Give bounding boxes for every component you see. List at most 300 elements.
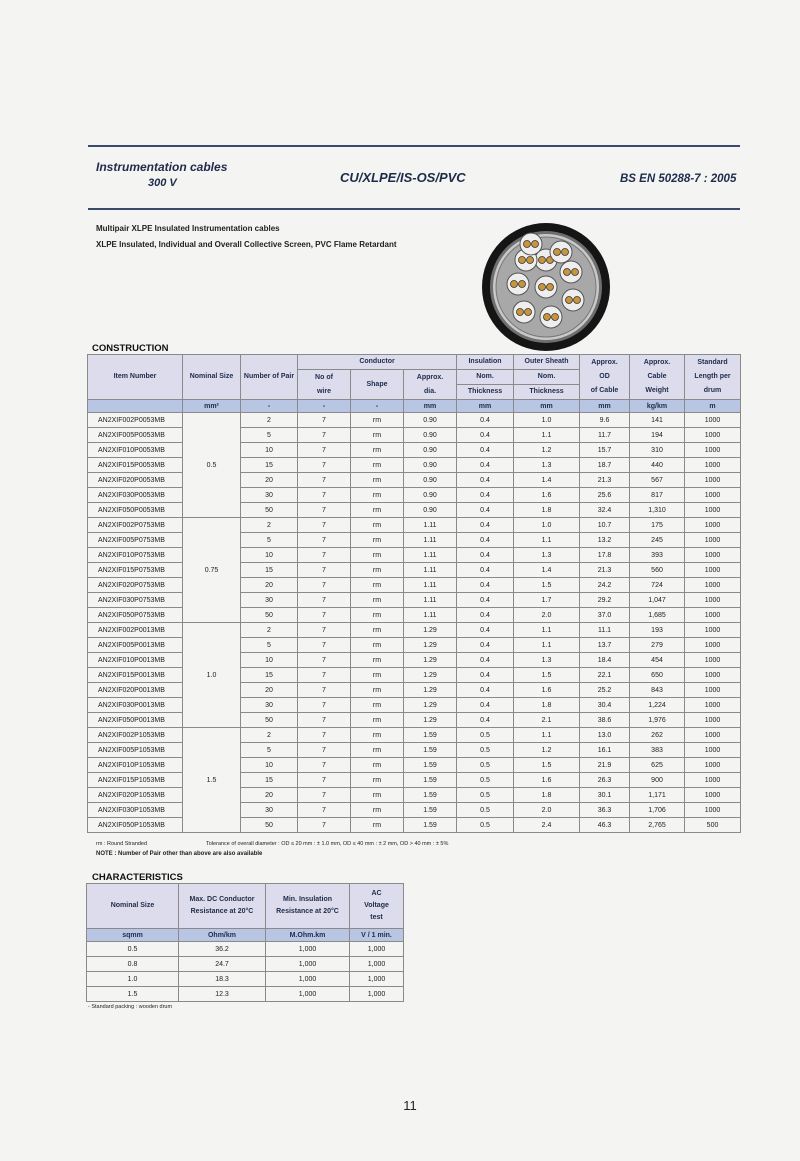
table-cell: 0.4: [457, 458, 514, 473]
table-cell: 20: [241, 683, 298, 698]
chr-units-row: [87, 929, 404, 942]
table-cell: 567: [630, 473, 685, 488]
table-cell: 7: [298, 788, 351, 803]
table-cell: 1.59: [404, 758, 457, 773]
item-number-cell: AN2XIF050P0053MB: [88, 503, 183, 518]
col-approx-dia: Approx. dia.: [404, 370, 457, 400]
table-cell: 1,171: [630, 788, 685, 803]
construction-table: [87, 354, 741, 833]
table-cell: 310: [630, 443, 685, 458]
table-cell: 1.11: [404, 533, 457, 548]
table-cell: rm: [351, 443, 404, 458]
table-cell: 7: [298, 623, 351, 638]
table-cell: rm: [351, 653, 404, 668]
table-cell: 7: [298, 578, 351, 593]
table-cell: 2.0: [514, 803, 580, 818]
table-cell: rm: [351, 728, 404, 743]
item-number-cell: AN2XIF050P1053MB: [88, 818, 183, 833]
conductor-core-shape: [524, 241, 531, 248]
item-number-cell: AN2XIF002P0753MB: [88, 518, 183, 533]
table-cell: 0.4: [457, 503, 514, 518]
col-insulation: Insulation: [457, 355, 514, 370]
table-cell: 0.4: [457, 653, 514, 668]
table-cell: 50: [241, 818, 298, 833]
table-cell: rm: [351, 788, 404, 803]
col-outer-sheath: Outer Sheath: [514, 355, 580, 370]
table-cell: rm: [351, 458, 404, 473]
table-cell: 15: [241, 668, 298, 683]
item-number-cell: AN2XIF005P0753MB: [88, 533, 183, 548]
table-cell: 1,000: [350, 957, 404, 972]
table-row: [88, 728, 741, 743]
table-cell: 10: [241, 758, 298, 773]
units-row: [88, 400, 741, 413]
table-cell: 30: [241, 488, 298, 503]
table-cell: rm: [351, 683, 404, 698]
table-cell: 29.2: [580, 593, 630, 608]
table-cell: 262: [630, 728, 685, 743]
table-cell: 1.59: [404, 743, 457, 758]
table-cell: 0.90: [404, 458, 457, 473]
table-cell: 1000: [685, 743, 741, 758]
table-cell: 0.5: [457, 818, 514, 833]
item-number-cell: AN2XIF050P0753MB: [88, 608, 183, 623]
table-cell: 440: [630, 458, 685, 473]
table-cell: 1,706: [630, 803, 685, 818]
table-cell: 1.6: [514, 773, 580, 788]
chr-unit-cell: sqmm: [87, 929, 179, 942]
table-cell: 0.4: [457, 713, 514, 728]
table-cell: rm: [351, 548, 404, 563]
table-cell: 193: [630, 623, 685, 638]
table-cell: 0.5: [457, 728, 514, 743]
table-cell: 15: [241, 563, 298, 578]
item-number-cell: AN2XIF002P1053MB: [88, 728, 183, 743]
table-cell: 1.29: [404, 623, 457, 638]
table-cell: 1000: [685, 773, 741, 788]
table-cell: 7: [298, 773, 351, 788]
table-cell: 7: [298, 683, 351, 698]
table-cell: 7: [298, 758, 351, 773]
conductor-core-shape: [539, 257, 546, 264]
item-number-cell: AN2XIF050P0013MB: [88, 713, 183, 728]
conductor-core-shape: [562, 249, 569, 256]
col-approx-weight: Approx. Cable Weight: [630, 355, 685, 400]
chr-unit-cell: Ohm/km: [179, 929, 266, 942]
table-cell: 13.0: [580, 728, 630, 743]
table-cell: 383: [630, 743, 685, 758]
description-line-2: XLPE Insulated, Individual and Overall Collective Screen, PVC Flame Retardant: [96, 240, 397, 249]
table-cell: 0.4: [457, 608, 514, 623]
table-cell: 7: [298, 608, 351, 623]
table-cell: 1.5: [87, 987, 179, 1002]
table-cell: 7: [298, 713, 351, 728]
table-cell: 17.8: [580, 548, 630, 563]
col-shape: Shape: [351, 370, 404, 400]
table-cell: 1000: [685, 518, 741, 533]
table-row: [87, 942, 404, 957]
table-cell: 1.1: [514, 533, 580, 548]
table-cell: 1.8: [514, 503, 580, 518]
table-cell: 1000: [685, 698, 741, 713]
item-number-cell: AN2XIF002P0053MB: [88, 413, 183, 428]
table-cell: 1000: [685, 803, 741, 818]
table-cell: 7: [298, 458, 351, 473]
table-cell: 7: [298, 593, 351, 608]
note-packing: - Standard packing : wooden drum: [88, 1004, 173, 1010]
table-cell: 1000: [685, 683, 741, 698]
table-cell: 1000: [685, 548, 741, 563]
table-cell: 1,000: [350, 972, 404, 987]
conductor-core-shape: [539, 284, 546, 291]
table-cell: 30: [241, 698, 298, 713]
table-cell: 15.7: [580, 443, 630, 458]
table-cell: 21.9: [580, 758, 630, 773]
table-cell: 1.1: [514, 623, 580, 638]
table-cell: 1.5: [514, 668, 580, 683]
table-cell: rm: [351, 608, 404, 623]
table-cell: 7: [298, 503, 351, 518]
table-cell: 0.5: [457, 773, 514, 788]
table-cell: 0.4: [457, 443, 514, 458]
table-cell: 1000: [685, 428, 741, 443]
table-cell: rm: [351, 518, 404, 533]
conductor-core-shape: [519, 257, 526, 264]
table-cell: 1.3: [514, 458, 580, 473]
table-cell: 1000: [685, 533, 741, 548]
note-round-stranded: rm : Round Stranded: [96, 841, 148, 847]
table-cell: 141: [630, 413, 685, 428]
table-cell: 50: [241, 503, 298, 518]
table-cell: 1000: [685, 638, 741, 653]
table-cell: 0.4: [457, 413, 514, 428]
product-line-1: Instrumentation cables: [96, 160, 228, 174]
table-cell: 1000: [685, 503, 741, 518]
table-cell: rm: [351, 743, 404, 758]
unit-cell: m: [685, 400, 741, 413]
table-cell: 393: [630, 548, 685, 563]
table-cell: 21.3: [580, 473, 630, 488]
note-tolerance: Tolerance of overall diameter : OD ≤ 20 mm : ± 1.0 mm, OD ≤ 40 mm : ± 2 mm, OD > 40 mm : ± 5%: [206, 841, 449, 847]
table-cell: 25.6: [580, 488, 630, 503]
table-cell: 1000: [685, 563, 741, 578]
table-cell: 2: [241, 413, 298, 428]
table-cell: 5: [241, 743, 298, 758]
item-number-cell: AN2XIF005P0013MB: [88, 638, 183, 653]
conductor-core-shape: [564, 269, 571, 276]
table-cell: 0.90: [404, 503, 457, 518]
table-row: [87, 987, 404, 1002]
table-cell: 1000: [685, 728, 741, 743]
page-number: 11: [403, 1098, 417, 1113]
table-cell: 1,047: [630, 593, 685, 608]
table-cell: 7: [298, 443, 351, 458]
table-cell: 1.29: [404, 713, 457, 728]
table-cell: 7: [298, 728, 351, 743]
table-cell: 7: [298, 638, 351, 653]
col-no-of-wire: No of wire: [298, 370, 351, 400]
table-cell: 1.2: [514, 443, 580, 458]
table-cell: 1000: [685, 458, 741, 473]
table-cell: 0.5: [457, 803, 514, 818]
table-cell: 13.7: [580, 638, 630, 653]
col-conductor: Conductor: [298, 355, 457, 370]
nominal-size-cell: 0.5: [183, 413, 241, 518]
table-cell: rm: [351, 488, 404, 503]
unit-cell: kg/km: [630, 400, 685, 413]
conductor-core-shape: [519, 281, 526, 288]
table-cell: 0.5: [457, 743, 514, 758]
table-cell: 1000: [685, 578, 741, 593]
table-cell: 7: [298, 653, 351, 668]
table-cell: 0.90: [404, 443, 457, 458]
table-cell: 36.3: [580, 803, 630, 818]
table-cell: 7: [298, 563, 351, 578]
table-cell: 1.11: [404, 518, 457, 533]
table-cell: 0.90: [404, 428, 457, 443]
table-cell: 175: [630, 518, 685, 533]
item-number-cell: AN2XIF030P0753MB: [88, 593, 183, 608]
table-cell: 26.3: [580, 773, 630, 788]
table-cell: 1.3: [514, 653, 580, 668]
table-cell: 1000: [685, 623, 741, 638]
item-number-cell: AN2XIF002P0013MB: [88, 623, 183, 638]
table-cell: rm: [351, 428, 404, 443]
table-cell: 15: [241, 773, 298, 788]
table-cell: 1.0: [514, 518, 580, 533]
table-cell: 1.59: [404, 728, 457, 743]
conductor-core-shape: [511, 281, 518, 288]
table-cell: 20: [241, 473, 298, 488]
table-cell: 1.1: [514, 428, 580, 443]
chr-col-ac-voltage-test: AC Voltage test: [350, 884, 404, 929]
table-cell: 32.4: [580, 503, 630, 518]
table-cell: rm: [351, 473, 404, 488]
table-cell: 0.4: [457, 578, 514, 593]
table-cell: 1.11: [404, 578, 457, 593]
table-cell: 7: [298, 518, 351, 533]
table-cell: 1.59: [404, 818, 457, 833]
table-cell: 0.4: [457, 563, 514, 578]
header-bottom-rule: [88, 208, 740, 210]
table-cell: 30.1: [580, 788, 630, 803]
description-line-1: Multipair XLPE Insulated Instrumentation cables: [96, 224, 280, 233]
table-cell: 1,685: [630, 608, 685, 623]
table-cell: 24.7: [179, 957, 266, 972]
table-cell: 11.7: [580, 428, 630, 443]
nominal-size-cell: 1.0: [183, 623, 241, 728]
table-cell: 279: [630, 638, 685, 653]
conductor-core-shape: [544, 314, 551, 321]
chr-col-nominal-size: Nominal Size: [87, 884, 179, 929]
col-approx-od: Approx. OD of Cable: [580, 355, 630, 400]
item-number-cell: AN2XIF015P0753MB: [88, 563, 183, 578]
table-cell: 13.2: [580, 533, 630, 548]
table-cell: 1.59: [404, 788, 457, 803]
table-cell: rm: [351, 593, 404, 608]
table-cell: 1,000: [266, 972, 350, 987]
table-cell: rm: [351, 758, 404, 773]
table-row: [88, 623, 741, 638]
table-cell: 650: [630, 668, 685, 683]
table-cell: 10: [241, 653, 298, 668]
table-cell: 0.4: [457, 548, 514, 563]
table-cell: 1000: [685, 443, 741, 458]
table-cell: 7: [298, 803, 351, 818]
table-cell: 7: [298, 698, 351, 713]
table-cell: 30: [241, 803, 298, 818]
table-cell: 0.4: [457, 533, 514, 548]
table-cell: 20: [241, 788, 298, 803]
table-cell: 0.5: [87, 942, 179, 957]
table-cell: rm: [351, 638, 404, 653]
table-cell: 0.4: [457, 488, 514, 503]
table-cell: 1000: [685, 713, 741, 728]
table-cell: 0.90: [404, 488, 457, 503]
table-cell: 454: [630, 653, 685, 668]
item-number-cell: AN2XIF020P1053MB: [88, 788, 183, 803]
conductor-core-shape: [525, 309, 532, 316]
table-cell: 1.5: [514, 758, 580, 773]
table-cell: 560: [630, 563, 685, 578]
table-cell: 1.1: [514, 728, 580, 743]
table-cell: 1.4: [514, 473, 580, 488]
table-cell: 7: [298, 533, 351, 548]
top-rule: [88, 145, 740, 147]
col-standard-length: Standard Length per drum: [685, 355, 741, 400]
standard-code: BS EN 50288-7 : 2005: [620, 173, 737, 185]
construction-code: CU/XLPE/IS-OS/PVC: [340, 170, 466, 185]
unit-cell: -: [351, 400, 404, 413]
table-cell: 30.4: [580, 698, 630, 713]
table-cell: 5: [241, 533, 298, 548]
table-cell: 0.4: [457, 638, 514, 653]
table-cell: rm: [351, 698, 404, 713]
col-os-thickness: Thickness: [514, 385, 580, 400]
table-cell: 7: [298, 818, 351, 833]
characteristics-table: [86, 883, 404, 1002]
table-cell: 0.5: [457, 758, 514, 773]
table-cell: 5: [241, 638, 298, 653]
table-cell: 1,000: [266, 942, 350, 957]
table-cell: 817: [630, 488, 685, 503]
table-cell: 724: [630, 578, 685, 593]
item-number-cell: AN2XIF010P0013MB: [88, 653, 183, 668]
unit-cell: mm: [514, 400, 580, 413]
table-cell: rm: [351, 818, 404, 833]
item-number-cell: AN2XIF020P0053MB: [88, 473, 183, 488]
table-cell: 7: [298, 743, 351, 758]
col-ins-thickness: Thickness: [457, 385, 514, 400]
table-cell: rm: [351, 533, 404, 548]
table-cell: 1.11: [404, 563, 457, 578]
table-cell: 1.29: [404, 683, 457, 698]
table-cell: 20: [241, 578, 298, 593]
unit-cell: -: [298, 400, 351, 413]
note-pairs: NOTE : Number of Pair other than above are also available: [96, 851, 263, 857]
table-cell: 9.6: [580, 413, 630, 428]
table-cell: 0.4: [457, 518, 514, 533]
col-nominal-size: Nominal Size: [183, 355, 241, 400]
conductor-core-shape: [566, 297, 573, 304]
table-cell: 1.11: [404, 593, 457, 608]
item-number-cell: AN2XIF020P0753MB: [88, 578, 183, 593]
table-cell: 50: [241, 713, 298, 728]
table-cell: 1000: [685, 668, 741, 683]
table-cell: 21.3: [580, 563, 630, 578]
table-cell: 10.7: [580, 518, 630, 533]
table-cell: 7: [298, 413, 351, 428]
chr-unit-cell: M.Ohm.km: [266, 929, 350, 942]
col-ins-nom: Nom.: [457, 370, 514, 385]
table-cell: 900: [630, 773, 685, 788]
table-cell: 1.8: [514, 698, 580, 713]
table-row: [87, 972, 404, 987]
table-cell: 12.3: [179, 987, 266, 1002]
table-cell: 1.59: [404, 803, 457, 818]
col-os-nom: Nom.: [514, 370, 580, 385]
table-cell: 1000: [685, 653, 741, 668]
table-cell: 18.3: [179, 972, 266, 987]
table-cell: 0.4: [457, 473, 514, 488]
conductor-core-shape: [552, 314, 559, 321]
table-cell: 1000: [685, 488, 741, 503]
item-number-cell: AN2XIF010P0753MB: [88, 548, 183, 563]
table-cell: 16.1: [580, 743, 630, 758]
table-cell: 2.1: [514, 713, 580, 728]
table-cell: 30: [241, 593, 298, 608]
table-cell: 1,976: [630, 713, 685, 728]
table-cell: 36.2: [179, 942, 266, 957]
construction-title: CONSTRUCTION: [92, 343, 169, 354]
table-cell: 1,224: [630, 698, 685, 713]
chr-unit-cell: V / 1 min.: [350, 929, 404, 942]
table-cell: 2,765: [630, 818, 685, 833]
chr-col-insulation-resistance: Min. Insulation Resistance at 20°C: [266, 884, 350, 929]
col-number-of-pair: Number of Pair: [241, 355, 298, 400]
table-cell: 5: [241, 428, 298, 443]
table-cell: 194: [630, 428, 685, 443]
table-cell: 24.2: [580, 578, 630, 593]
table-cell: 1.6: [514, 488, 580, 503]
table-cell: 18.7: [580, 458, 630, 473]
conductor-core-shape: [532, 241, 539, 248]
table-cell: 1.29: [404, 698, 457, 713]
table-cell: rm: [351, 578, 404, 593]
cable-cross-section-image: [481, 222, 611, 352]
unit-cell: -: [241, 400, 298, 413]
conductor-core-shape: [517, 309, 524, 316]
table-row: [87, 957, 404, 972]
table-cell: 1000: [685, 608, 741, 623]
item-number-cell: AN2XIF005P1053MB: [88, 743, 183, 758]
table-cell: 7: [298, 473, 351, 488]
table-cell: rm: [351, 623, 404, 638]
table-cell: rm: [351, 563, 404, 578]
table-cell: 1000: [685, 758, 741, 773]
chr-col-dc-resistance: Max. DC Conductor Resistance at 20°C: [179, 884, 266, 929]
table-cell: 1.4: [514, 563, 580, 578]
table-cell: 7: [298, 668, 351, 683]
table-cell: 1.8: [514, 788, 580, 803]
nominal-size-cell: 1.5: [183, 728, 241, 833]
unit-cell: [88, 400, 183, 413]
item-number-cell: AN2XIF020P0013MB: [88, 683, 183, 698]
table-cell: 1.3: [514, 548, 580, 563]
table-cell: 0.90: [404, 473, 457, 488]
conductor-core-shape: [554, 249, 561, 256]
table-cell: 1.29: [404, 653, 457, 668]
